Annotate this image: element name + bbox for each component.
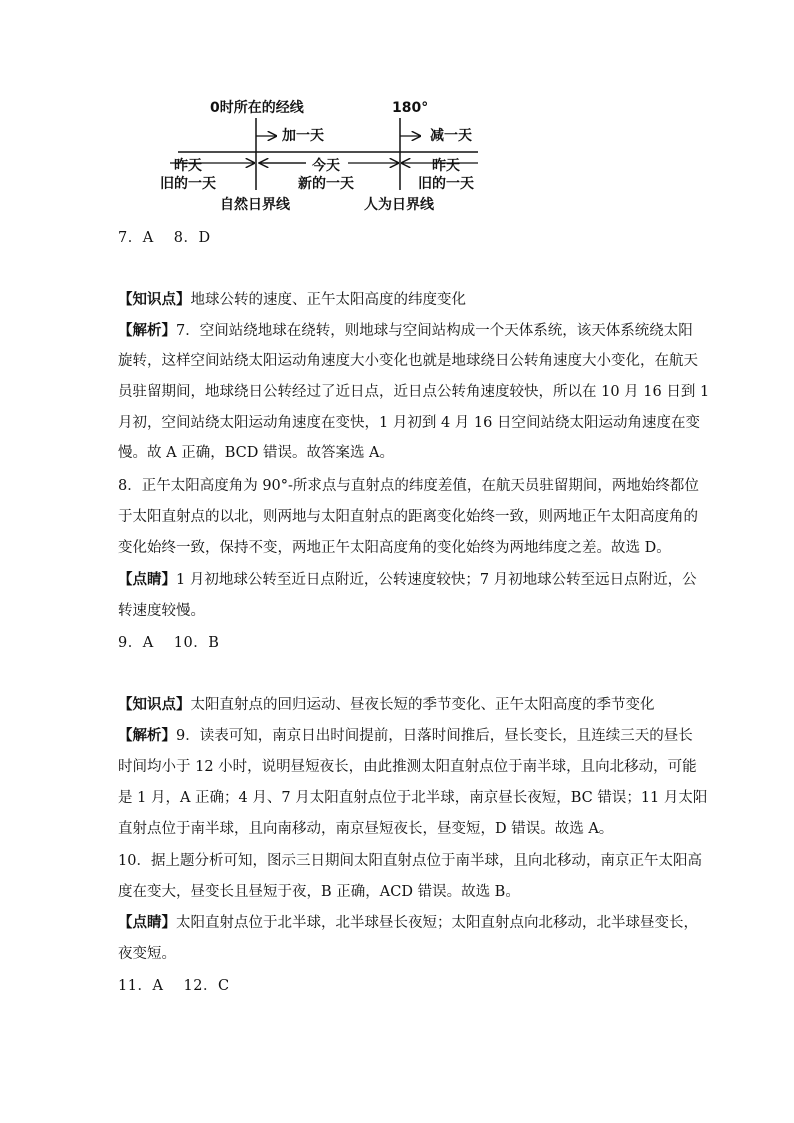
label-180: 180° <box>392 100 429 116</box>
tag-tip: 【点睛】 <box>118 571 176 588</box>
analysis-7-line-5: 慢。故 A 正确，BCD 错误。故答案选 A。 <box>118 445 395 461</box>
analysis-7-line-3: 员驻留期间，地球绕日公转经过了近日点，近日点公转角速度较快，所以在 10 月 16 日到 1 <box>118 384 710 400</box>
tip-1-line-2: 转速度较慢。 <box>118 603 205 619</box>
analysis-7-line-4: 月初，空间站绕太阳运动角速度在变快，1 月初到 4 月 16 日空间站绕太阳运动角速度在变 <box>118 415 700 431</box>
analysis-9-line-2: 时间均小于 12 小时，说明昼短夜长，由此推测太阳直射点位于南半球，且向北移动，可能 <box>118 759 697 775</box>
label-today: 今天 <box>312 158 340 174</box>
answer-line-9-10: 9．A 10．B <box>118 635 220 651</box>
label-new-day: 新的一天 <box>298 176 354 192</box>
label-add-day: 加一天 <box>282 128 324 144</box>
label-sub-day: 减一天 <box>430 128 472 144</box>
label-right-old-day: 旧的一天 <box>418 176 474 192</box>
tip-1-line-1 <box>118 571 697 589</box>
answer-line-7-8: 7．A 8．D <box>118 230 211 246</box>
analysis-8-line-3: 变化始终一致，保持不变，两地正午太阳高度角的变化始终为两地纬度之差。故选 D。 <box>118 540 671 556</box>
analysis-10-line-1: 10．据上题分析可知，图示三日期间太阳直射点位于南半球，且向北移动，南京正午太阳高 <box>118 853 702 869</box>
label-right-yesterday: 昨天 <box>432 158 460 174</box>
label-natural-dateline: 自然日界线 <box>220 197 290 213</box>
tag-analysis: 【解析】 <box>118 727 176 744</box>
analysis-8-line-2: 于太阳直射点的以北，则两地与太阳直射点的距离变化始终一致，则两地正午太阳高度角的 <box>118 509 698 525</box>
tag-knowledge-point: 【知识点】 <box>118 291 191 308</box>
analysis-text: 9．读表可知，南京日出时间提前，日落时间推后，昼长变长，且连续三天的昼长 <box>176 728 693 744</box>
analysis-10-line-2: 度在变大，昼变长且昼短于夜，B 正确，ACD 错误。故选 B。 <box>118 884 520 900</box>
dateline-diagram <box>160 96 490 221</box>
label-artificial-dateline: 人为日界线 <box>364 197 434 213</box>
tag-analysis: 【解析】 <box>118 322 176 339</box>
tip-text: 1 月初地球公转至近日点附近，公转速度较快；7 月初地球公转至远日点附近，公 <box>176 572 697 588</box>
knowledge-point-text: 地球公转的速度、正午太阳高度的纬度变化 <box>190 292 466 308</box>
analysis-text: 7．空间站绕地球在绕转，则地球与空间站构成一个天体系统，该天体系统绕太阳 <box>176 323 693 339</box>
answer-line-11-12: 11．A 12．C <box>118 978 230 994</box>
tag-knowledge-point: 【知识点】 <box>118 696 191 713</box>
knowledge-point-text: 太阳直射点的回归运动、昼夜长短的季节变化、正午太阳高度的季节变化 <box>190 697 655 713</box>
knowledge-point-1 <box>118 291 466 309</box>
analysis-9-line-1 <box>118 727 693 745</box>
label-left-yesterday: 昨天 <box>174 158 202 174</box>
analysis-9-line-4: 直射点位于南半球，且向南移动，南京昼短夜长，昼变短，D 错误。故选 A。 <box>118 821 614 837</box>
label-0h-meridian: 0时所在的经线 <box>210 100 304 116</box>
analysis-9-line-3: 是 1 月，A 正确；4 月、7 月太阳直射点位于北半球，南京昼长夜短，BC 错误；11 月太阳 <box>118 790 708 806</box>
tip-text: 太阳直射点位于北半球，北半球昼长夜短；太阳直射点向北移动，北半球昼变长， <box>176 915 698 931</box>
tag-tip: 【点睛】 <box>118 914 176 931</box>
analysis-8-line-1: 8．正午太阳高度角为 90°-所求点与直射点的纬度差值，在航天员驻留期间，两地始终都位 <box>118 478 699 494</box>
analysis-7-line-1 <box>118 322 693 340</box>
tip-2-line-2: 夜变短。 <box>118 946 176 962</box>
analysis-7-line-2: 旋转，这样空间站绕太阳运动角速度大小变化也就是地球绕日公转角速度大小变化，在航天 <box>118 353 698 369</box>
tip-2-line-1 <box>118 914 698 932</box>
label-left-old-day: 旧的一天 <box>160 176 216 192</box>
knowledge-point-2 <box>118 696 655 714</box>
